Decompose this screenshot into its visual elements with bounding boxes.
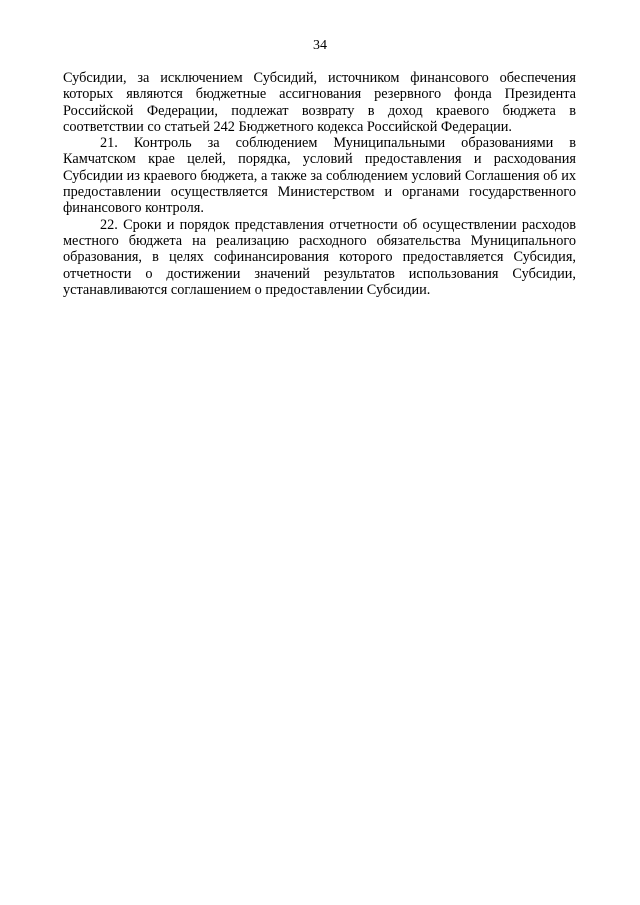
paragraph-continuation: Субсидии, за исключением Субсидий, источником финансового обеспечения которых являются бюджетные ассигнования резервного фонда Президента Российской Федерации, подлежат возврату в доход краевого бюджета в соответствии со статьей 242 Бюджетного кодекса Российской Федерации. (63, 70, 576, 135)
paragraph-22: 22. Сроки и порядок представления отчетности об осуществлении расходов местного бюджета на реализацию расходного обязательства Муниципального образования, в целях софинансирования которого предоставляется Субсидия, отчетности о достижении значений результатов использования Субсидии, устанавливаются соглашением о предоставлении Субсидии. (63, 216, 576, 298)
paragraph-21: 21. Контроль за соблюдением Муниципальными образованиями в Камчатском крае целей, порядка, условий предоставления и расходования Субсидии из краевого бюджета, а также за соблюдением условий Соглашения об их предоставлении осуществляется Министерством и органами государственного финансового контроля. (63, 135, 576, 217)
page-number: 34 (313, 38, 327, 53)
document-body (63, 70, 576, 298)
